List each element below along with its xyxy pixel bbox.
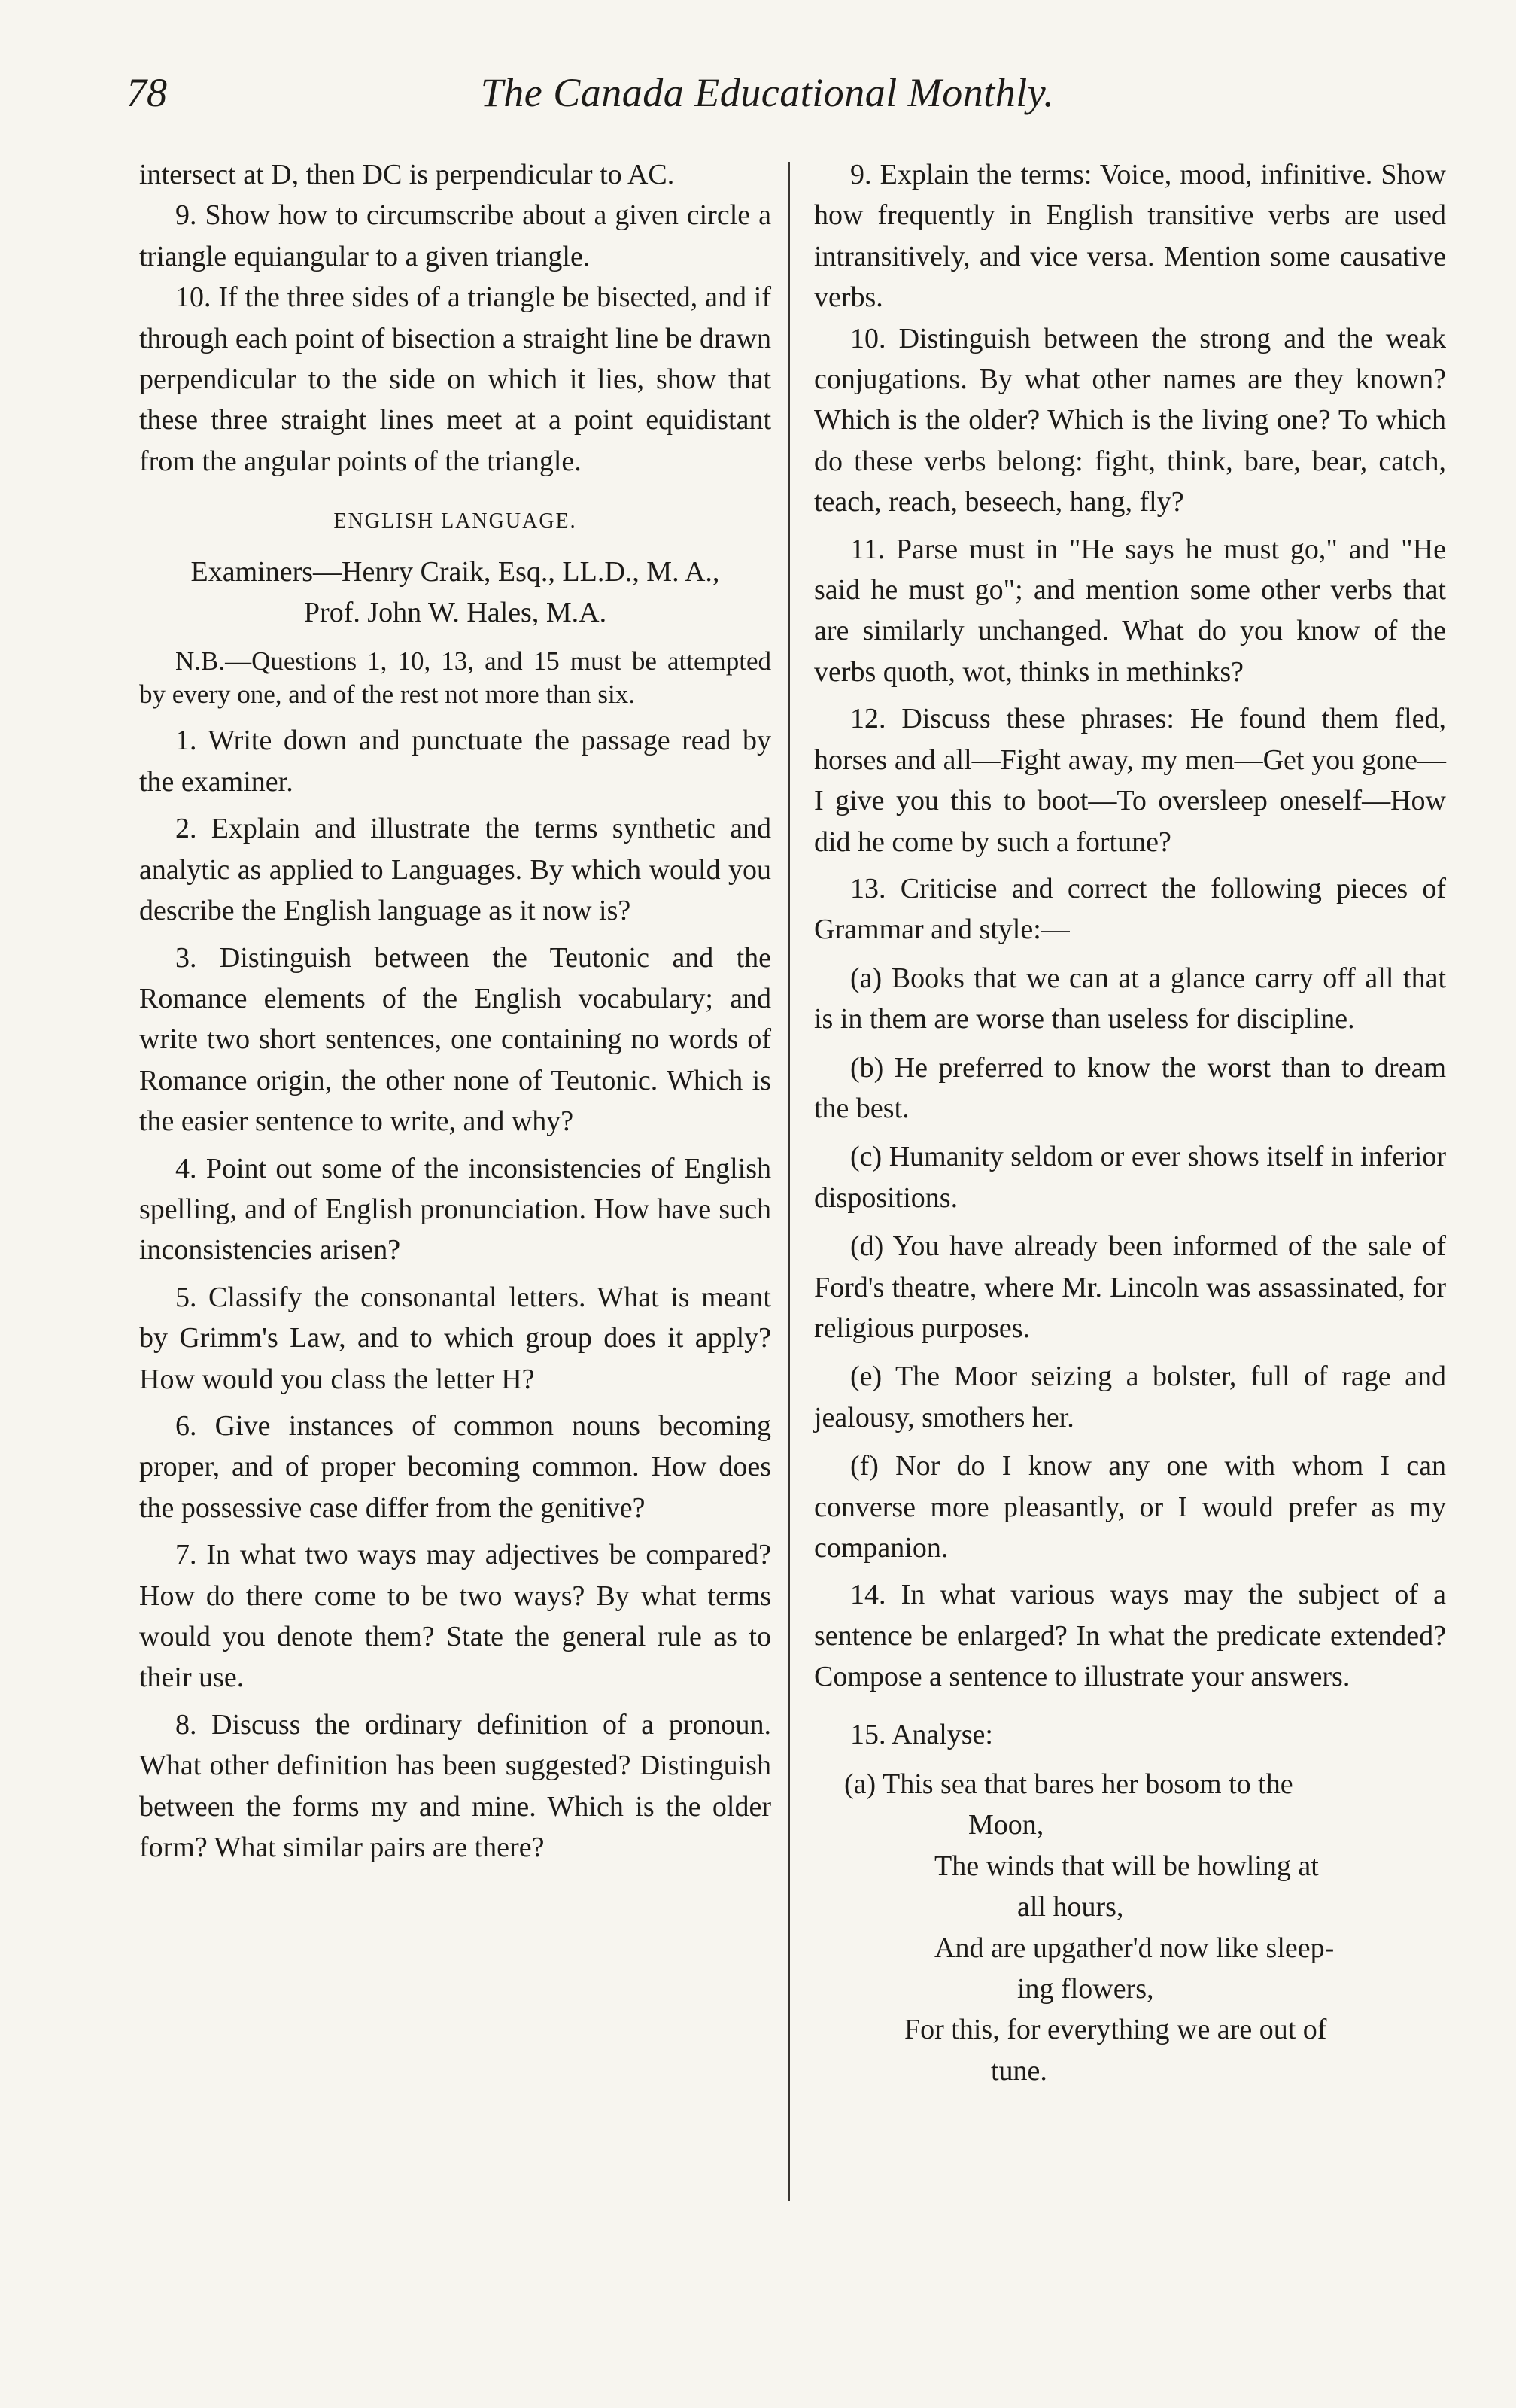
- question-13d: (d) You have already been informed of the sale of Ford's theatre, where Mr. Lincoln was assassinated, for religious purposes.: [814, 1230, 1446, 1344]
- question-6: 6. Give instances of common nouns becoming proper, and of proper becoming common. How does the possessive case differ from the genitive?: [139, 1409, 771, 1524]
- verse-quotation: [814, 1764, 1446, 2091]
- question-15: 15. Analyse:: [850, 1718, 993, 1750]
- question-12: 12. Discuss these phrases: He found them fled, horses and all—Fight away, my men—Get you gone—I give you this to boot—To oversleep oneself—How did he come by such a fortune?: [814, 703, 1446, 858]
- page-header: [113, 69, 1422, 129]
- verse-line: Moon,: [968, 1809, 1044, 1841]
- question-10-geometry: 10. If the three sides of a triangle be bisected, and if through each point of bisection a straight line be drawn perpendicular to the side on which it lies, show that these three straight lines meet at a point equidistant from the angular points of the triangle.: [139, 281, 771, 477]
- question-1: 1. Write down and punctuate the passage read by the examiner.: [139, 725, 771, 798]
- question-8: 8. Discuss the ordinary definition of a pronoun. What other definition has been suggested? Distinguish between the forms my and mine. Which is the older form? What similar pairs are there?: [139, 1708, 771, 1864]
- verse-line: tune.: [991, 2054, 1047, 2087]
- question-11: 11. Parse must in "He says he must go," and "He said he must go"; and mention some other verbs that are similarly unchanged. What do you know of the verbs quoth, wot, thinks in methinks?: [814, 533, 1446, 688]
- verse-line: For this, for everything we are out of: [904, 2014, 1327, 2046]
- left-column: [139, 154, 771, 1868]
- question-13a: (a) Books that we can at a glance carry off all that is in them are worse than useless for discipline.: [814, 962, 1446, 1035]
- question-13f: (f) Nor do I know any one with whom I can converse more pleasantly, or I would prefer as my companion.: [814, 1450, 1446, 1564]
- running-title: The Canada Educational Monthly.: [480, 70, 1055, 115]
- question-13: 13. Criticise and correct the following pieces of Grammar and style:—: [814, 872, 1446, 946]
- nota-bene: N.B.—Questions 1, 10, 13, and 15 must be attempted by every one, and of the rest not more than six.: [139, 646, 771, 710]
- question-10: 10. Distinguish between the strong and the weak conjugations. By what other names are they known? Which is the older? Which is the living one? To which do these verbs belong: fight, think, bare, bear, catch, teach, reach, beseech, hang, fly?: [814, 322, 1446, 518]
- question-2: 2. Explain and illustrate the terms synthetic and analytic as applied to Languages. By which would you describe the English language as it now is?: [139, 813, 771, 927]
- verse-line: And are upgather'd now like sleep-: [934, 1932, 1335, 1964]
- verse-line: The winds that will be howling at: [934, 1850, 1319, 1882]
- question-13b: (b) He preferred to know the worst than to dream the best.: [814, 1051, 1446, 1124]
- question-9-geometry: 9. Show how to circumscribe about a given circle a triangle equiangular to a given triangle.: [139, 199, 771, 272]
- question-9: 9. Explain the terms: Voice, mood, infinitive. Show how frequently in English transitive verbs are used intransitively, and vice versa. Mention some causative verbs.: [814, 159, 1446, 314]
- examiners-line: Examiners—Henry Craik, Esq., LL.D., M. A., Prof. John W. Hales, M.A.: [190, 555, 720, 629]
- page-number: 78: [126, 70, 167, 115]
- column-divider: [788, 162, 790, 2201]
- question-13e: (e) The Moor seizing a bolster, full of rage and jealousy, smothers her.: [814, 1361, 1446, 1434]
- question-13c: (c) Humanity seldom or ever shows itself in inferior dispositions.: [814, 1141, 1446, 1214]
- question-5: 5. Classify the consonantal letters. What is meant by Grimm's Law, and to which group does it apply? How would you class the letter H?: [139, 1281, 771, 1395]
- question-7: 7. In what two ways may adjectives be compared? How do there come to be two ways? By what terms would you denote them? State the general rule as to their use.: [139, 1539, 771, 1694]
- verse-line: (a) This sea that bares her bosom to the: [844, 1768, 1293, 1801]
- paragraph: intersect at D, then DC is perpendicular to AC.: [139, 159, 675, 190]
- verse-line: ing flowers,: [1017, 1973, 1154, 2005]
- right-column: [814, 154, 1446, 2091]
- question-3: 3. Distinguish between the Teutonic and the Romance elements of the English vocabulary; and write two short sentences, one containing no words of Romance origin, the other none of Teutonic. Which is the easier sentence to write, and why?: [139, 941, 771, 1138]
- verse-line: all hours,: [1017, 1891, 1124, 1923]
- question-4: 4. Point out some of the inconsistencies of English spelling, and of English pronunciation. How have such inconsistencies arisen?: [139, 1152, 771, 1266]
- section-heading: ENGLISH LANGUAGE.: [333, 509, 577, 534]
- question-14: 14. In what various ways may the subject of a sentence be enlarged? In what the predicate extended? Compose a sentence to illustrate your answers.: [814, 1579, 1446, 1693]
